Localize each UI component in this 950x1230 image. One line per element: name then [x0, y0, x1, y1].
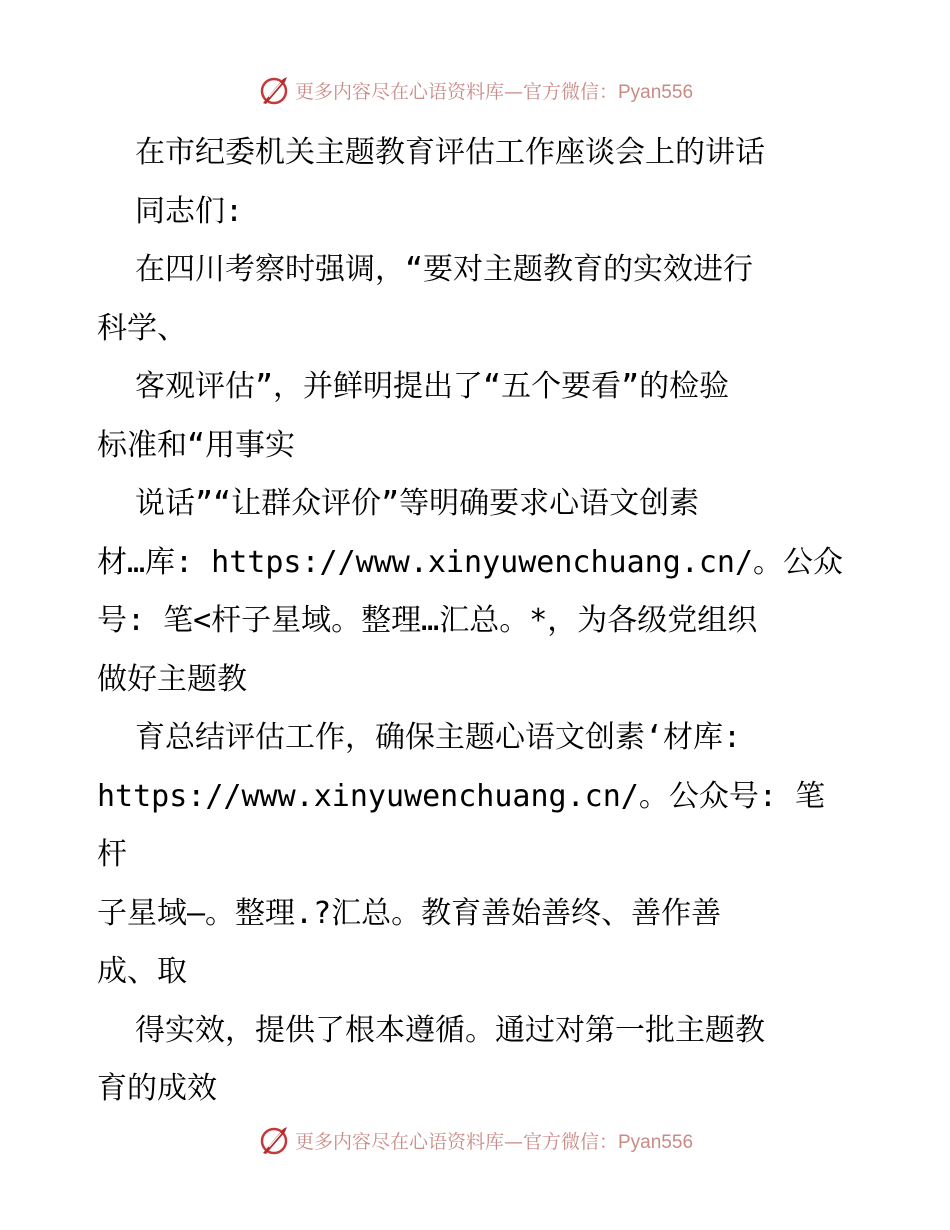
document-line-text: https://www.xinyuwenchuang.cn/。公众号: 笔杆 [97, 778, 825, 872]
header-banner [0, 70, 950, 110]
document-line [97, 943, 853, 1002]
document-body [97, 124, 853, 1119]
document-line [97, 768, 853, 885]
document-line [97, 709, 853, 768]
document-line [97, 534, 853, 593]
document-line [97, 124, 853, 183]
document-line-text: 做好主题教 [97, 661, 247, 697]
document-line [97, 885, 853, 944]
document-line-text: 在四川考察时强调，“要对主题教育的实效进行 [135, 252, 754, 287]
document-line-text: 科学、 [97, 310, 187, 346]
document-line-text: 同志们: [135, 193, 244, 229]
document-line [97, 183, 853, 242]
document-line [97, 592, 853, 651]
quill-pen-circle-logo-icon [257, 73, 291, 107]
document-line [97, 300, 853, 359]
document-line-text: 号: 笔<杆子星域。整理…汇总。*，为各级党组织 [97, 603, 758, 638]
document-line-text: 育总结评估工作，确保主题心语文创素‘材库: [135, 720, 742, 755]
document-line-text: 客观评估”，并鲜明提出了“五个要看”的检验 [135, 369, 730, 404]
document-line [97, 241, 853, 300]
document-line [97, 358, 853, 417]
document-line [97, 1060, 853, 1119]
document-line [97, 651, 853, 710]
document-line-text: 标准和“用事实 [97, 427, 296, 463]
document-line-text: 在市纪委机关主题教育评估工作座谈会上的讲话 [135, 135, 765, 170]
header-banner-text: 更多内容尽在心语资料库—官方微信：Pyan556 [294, 80, 694, 103]
document-line [97, 475, 853, 534]
document-line [97, 417, 853, 476]
footer-banner-text: 更多内容尽在心语资料库—官方微信：Pyan556 [294, 1130, 694, 1153]
quill-pen-circle-logo-icon [257, 1123, 291, 1157]
document-line-text: 育的成效 [97, 1071, 217, 1106]
document-line-text: 材…库: https://www.xinyuwenchuang.cn/。公众 [97, 544, 844, 580]
footer-banner [0, 1120, 950, 1160]
document-line-text: 说话”“让群众评价”等明确要求心语文创素 [135, 486, 700, 521]
document-line [97, 1002, 853, 1061]
document-line-text: 子星域—。整理.?汇总。教育善始善终、善作善 [97, 895, 722, 931]
document-line-text: 得实效，提供了根本遵循。通过对第一批主题教 [135, 1012, 765, 1048]
document-line-text: 成、取 [97, 954, 187, 989]
